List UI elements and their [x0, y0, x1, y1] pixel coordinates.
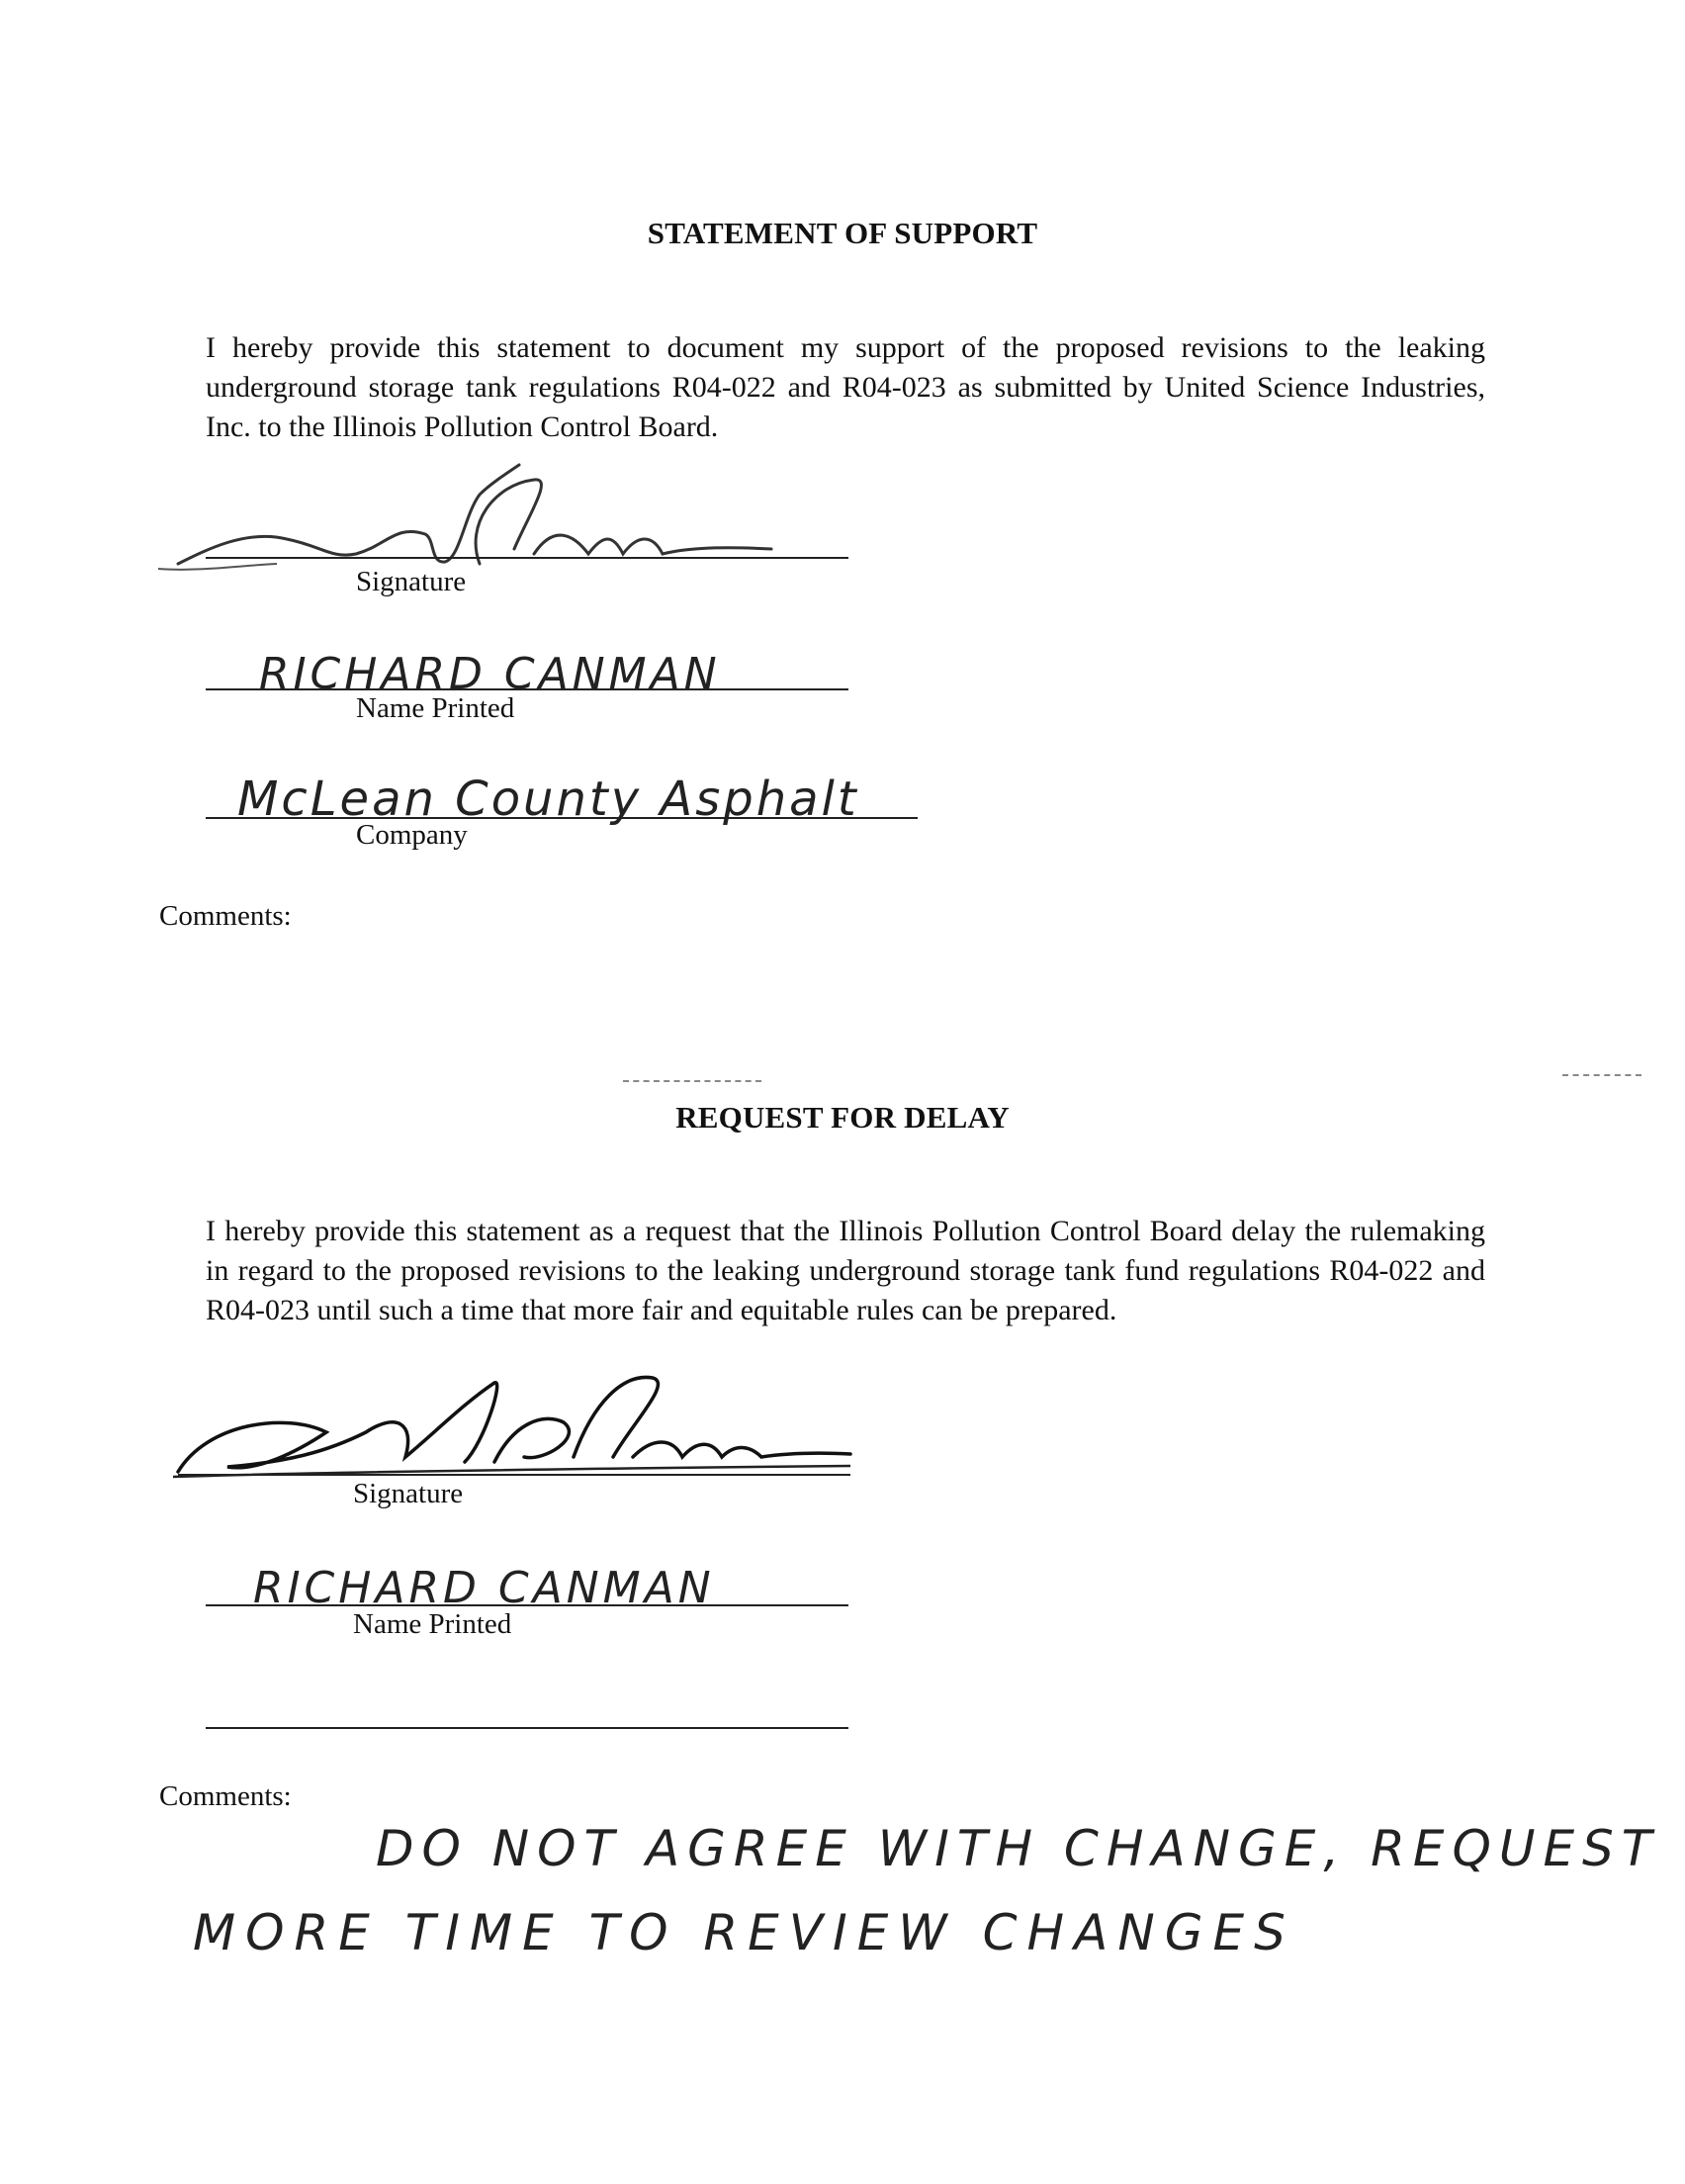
handwritten-comment-line-2: MORE TIME TO REVIEW CHANGES — [193, 1904, 1295, 1961]
handwritten-company: McLean County Asphalt — [237, 772, 859, 827]
company-label: Company — [356, 819, 468, 851]
handwritten-name-1: RICHARD CANMAN — [259, 649, 721, 699]
request-for-delay-body: I hereby provide this statement as a request that the Illinois Pollution Control Board delay the rulemaking in regard to the proposed revisions to the leaking underground storage tank fund regulations R04-022 and R04-023 until such a time that more fair and equitable rules can be prepared. — [206, 1215, 1485, 1326]
scan-artifact-dash-right — [1562, 1074, 1641, 1076]
name-printed-label-2: Name Printed — [353, 1608, 512, 1640]
signature-line-1 — [206, 557, 848, 559]
signature-label-2: Signature — [353, 1478, 464, 1509]
name-printed-line-2 — [206, 1604, 848, 1606]
name-printed-label-1: Name Printed — [356, 692, 515, 724]
handwritten-signature-1 — [138, 455, 850, 584]
handwritten-signature-2 — [168, 1363, 880, 1492]
signature-line-2 — [178, 1474, 850, 1476]
scan-artifact-dash — [623, 1080, 761, 1082]
comments-label-1: Comments: — [159, 900, 292, 932]
handwritten-name-2: RICHARD CANMAN — [253, 1563, 715, 1613]
request-for-delay-title: REQUEST FOR DELAY — [675, 1100, 1010, 1135]
comments-label-2: Comments: — [159, 1780, 292, 1812]
statement-of-support-title: STATEMENT OF SUPPORT — [647, 216, 1038, 250]
company-line — [206, 817, 918, 819]
blank-line — [206, 1727, 848, 1729]
statement-of-support-body: I hereby provide this statement to document my support of the proposed revisions to the leaking underground storage tank regulations R04-022 and R04-023 as submitted by United Science Industries, Inc. to the Illinois Pollution Control Board. — [206, 331, 1485, 443]
name-printed-line-1 — [206, 688, 848, 690]
signature-label-1: Signature — [356, 566, 467, 597]
handwritten-comment-line-1: DO NOT AGREE WITH CHANGE, REQUEST — [376, 1820, 1660, 1877]
